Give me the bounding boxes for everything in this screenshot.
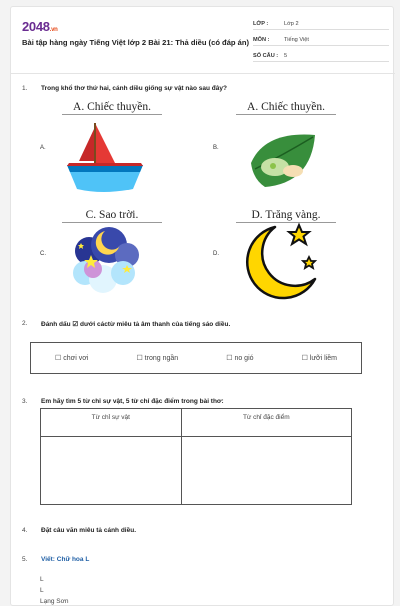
word-table xyxy=(40,408,352,505)
option-b-letter[interactable]: B. xyxy=(213,145,219,151)
meta-question-count: SỐ CÂU : 5 xyxy=(253,51,389,62)
option-c-caption: C. Sao trời. xyxy=(62,209,162,223)
moon-icon xyxy=(245,219,325,303)
option-a-caption: A. Chiếc thuyền. xyxy=(62,101,162,115)
answer-cell-traits[interactable] xyxy=(181,437,351,505)
header-divider xyxy=(11,73,395,74)
site-logo[interactable]: 2048.vn xyxy=(22,19,58,34)
option-c-letter[interactable]: C. xyxy=(40,251,46,257)
option-b-caption: A. Chiếc thuyền. xyxy=(236,101,336,115)
worksheet: 2048.vn Bài tập hàng ngày Tiếng Việt lớp 2 Bài 21: Thả diều (có đáp án) LỚP : Lớp 2 MÔN : Tiếng Việt SỐ CÂU : 5 1. Trong khổ thơ thứ hai, cánh diều giống sự vật nào sau đây? A. Chiếc thuyền. A. Chiếc thuyền. A. B. C. Sao trời. D. Trăng vàng. C. D. 2. Đánh dấu ☑ dưới cáctừ miêu tả âm thanh của tiếng sáo diều. ☐ chơi vơi ☐ trong ngần ☐ no gió ☐ lưỡi liềm 3. Em hãy tìm 5 từ chỉ sự vật, 5 từ chỉ đặc điểm trong bài thơ: Từ chỉ sự vật Từ chỉ đặc điểm 4. Đặt câu văn miêu tả cánh diều. 5. Viết: Chữ hoa L L L Lạng Sơn xyxy=(10,6,394,606)
choice-trong-ngan[interactable]: ☐ trong ngần xyxy=(136,355,179,362)
writing-line-1: L xyxy=(40,576,44,583)
sailboat-icon xyxy=(63,119,147,197)
option-d-caption: D. Trăng vàng. xyxy=(236,209,336,223)
option-a-letter[interactable]: A. xyxy=(40,145,46,151)
choice-no-gio[interactable]: ☐ no gió xyxy=(226,355,254,362)
choice-choi-voi[interactable]: ☐ chơi vơi xyxy=(55,355,89,362)
answer-cell-things[interactable] xyxy=(41,437,182,505)
writing-line-3: Lạng Sơn xyxy=(40,598,69,605)
night-sky-icon xyxy=(67,221,143,297)
choice-luoi-liem[interactable]: ☐ lưỡi liềm xyxy=(301,355,337,362)
writing-line-2: L xyxy=(40,587,44,594)
sound-word-choices xyxy=(30,342,362,374)
meta-class: LỚP : Lớp 2 xyxy=(253,19,389,30)
meta-subject: MÔN : Tiếng Việt xyxy=(253,35,389,46)
table-header-things: Từ chỉ sự vật xyxy=(41,409,182,437)
option-d-letter[interactable]: D. xyxy=(213,251,219,257)
table-header-traits: Từ chỉ đặc điểm xyxy=(181,409,351,437)
page-title: Bài tập hàng ngày Tiếng Việt lớp 2 Bài 21: Thả diều (có đáp án) xyxy=(22,38,250,47)
leaf-icon xyxy=(245,125,321,195)
